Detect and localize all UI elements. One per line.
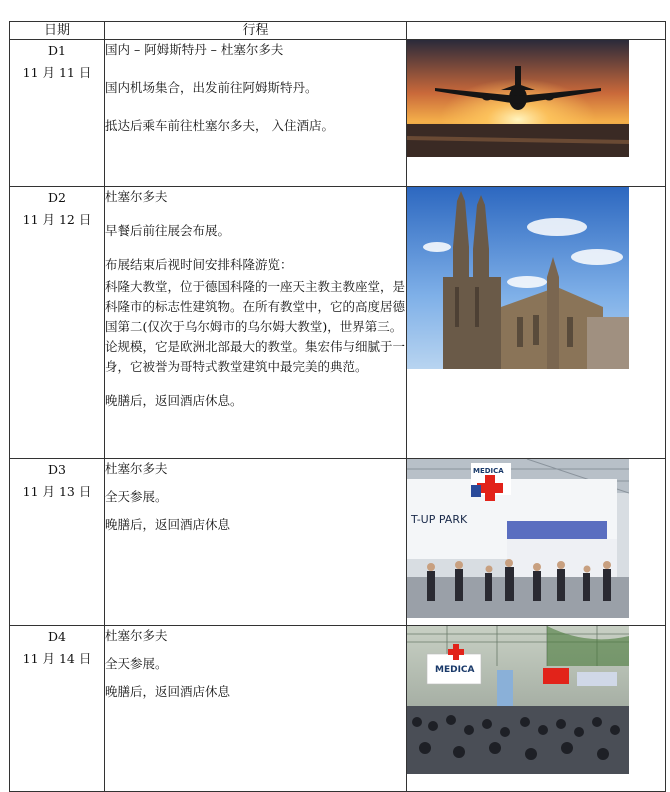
medica-sign: MEDICA <box>473 467 504 475</box>
day-code: D2 <box>48 190 66 205</box>
plan-line: 全天参展。 <box>105 656 168 671</box>
plan-line: 早餐后前往展会布展。 <box>105 223 231 238</box>
plan-line: 晚膳后，返回酒店休息 <box>105 684 231 699</box>
day-date: 11 月 12 日 <box>22 212 92 227</box>
day-code: D4 <box>48 629 66 644</box>
medica-sign: MEDICA <box>435 665 475 675</box>
medica-booth-photo <box>407 459 629 618</box>
day-code: D1 <box>48 43 66 58</box>
photo-cell <box>407 626 666 792</box>
day-code: D3 <box>48 462 66 477</box>
plan-cell <box>105 40 407 187</box>
header-itinerary: 行程 <box>105 22 407 40</box>
day-row-d2 <box>10 187 666 459</box>
day-row-d4 <box>10 626 666 792</box>
day-cell <box>10 626 105 792</box>
day-date: 11 月 14 日 <box>22 651 92 666</box>
itinerary-table <box>9 21 666 792</box>
day-cell <box>10 40 105 187</box>
photo-cell <box>407 459 666 626</box>
plan-line: 布展结束后视时间安排科隆游览： <box>105 257 293 272</box>
header-date: 日期 <box>10 22 105 40</box>
plan-cell <box>105 459 407 626</box>
plan-line: 国内机场集合，出发前往阿姆斯特丹。 <box>105 80 318 95</box>
plan-line: 晚膳后，返回酒店休息 <box>105 517 231 532</box>
location-line: 杜塞尔多夫 <box>105 461 168 476</box>
cologne-cathedral-photo <box>407 187 629 369</box>
plan-cell <box>105 187 407 459</box>
cathedral-description: 科隆大教堂，位于德国科隆的一座天主教主教座堂，是科隆市的标志性建筑物。在所有教堂中，它的高度居德国第二(仅次于乌尔姆市的乌尔姆大教堂)，世界第三。论规模，它是欧洲北部最大的教堂。集宏伟与细腻于一身，它被誉为哥特式教堂建筑中最完美的典范。 <box>105 279 406 374</box>
plan-line: 抵达后乘车前往杜塞尔多夫， 入住酒店。 <box>105 118 334 133</box>
day-cell <box>10 459 105 626</box>
day-cell <box>10 187 105 459</box>
day-date: 11 月 13 日 <box>22 484 92 499</box>
photo-cell <box>407 187 666 459</box>
header-row <box>10 22 666 40</box>
medica-hall-photo <box>407 626 629 774</box>
airplane-sunset-photo <box>407 40 629 157</box>
plan-cell <box>105 626 407 792</box>
route-line: 国内 – 阿姆斯特丹 – 杜塞尔多夫 <box>105 42 284 57</box>
header-image <box>407 22 666 40</box>
plan-line: 全天参展。 <box>105 489 168 504</box>
plan-line: 晚膳后，返回酒店休息。 <box>105 393 243 408</box>
day-row-d1 <box>10 40 666 187</box>
day-date: 11 月 11 日 <box>22 65 92 80</box>
location-line: 杜塞尔多夫 <box>105 628 168 643</box>
start-up-park-sign: T-UP PARK <box>411 513 468 526</box>
day-row-d3 <box>10 459 666 626</box>
location-line: 杜塞尔多夫 <box>105 189 168 204</box>
photo-cell <box>407 40 666 187</box>
